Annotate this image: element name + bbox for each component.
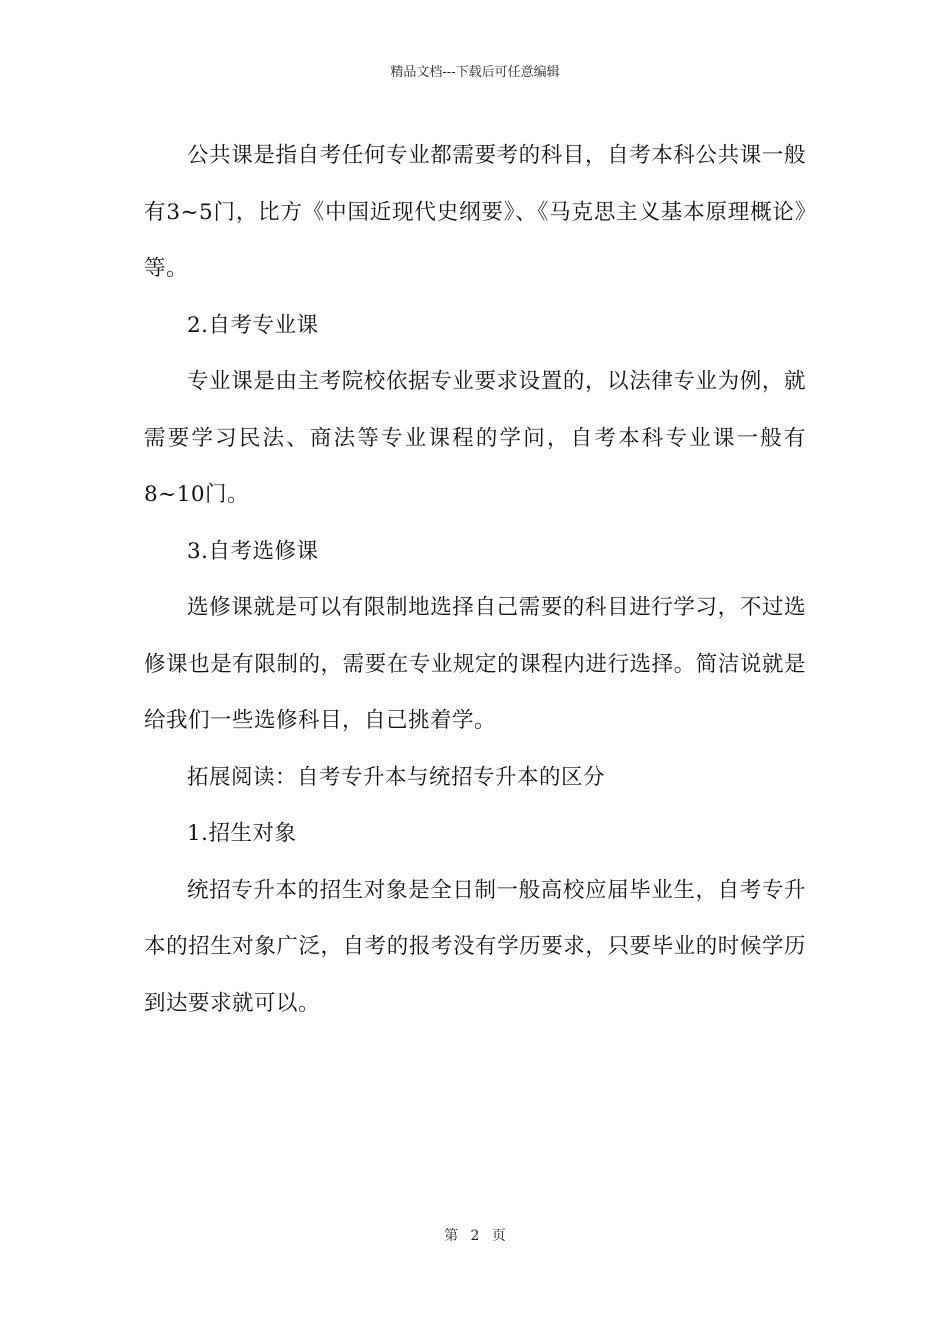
document-body (144, 128, 806, 1032)
heading-major-course: 2.自考专业课 (187, 312, 319, 338)
page-footer (0, 1226, 950, 1246)
heading-elective-course: 3.自考选修课 (187, 538, 319, 564)
footer-prefix: 第 (444, 1228, 459, 1244)
footer-suffix: 页 (491, 1228, 506, 1244)
paragraph-public-course-desc: 公共课是指自考任何专业都需要考的科目，自考本科公共课一般有3~5门，比方《中国近现代史纲要》、《马克思主义基本原理概论》等。 (144, 143, 806, 281)
paragraph-elective-course-desc: 选修课就是可以有限制地选择自己需要的科目进行学习，不过选修课也是有限制的，需要在专业规定的课程内进行选择。简洁说就是给我们一些选修科目，自己挑着学。 (144, 595, 806, 733)
paragraph-major-course-desc: 专业课是由主考院校依据专业要求设置的，以法律专业为例，就需要学习民法、商法等专业课程的学问，自考本科专业课一般有8~10门。 (144, 369, 806, 507)
paragraph-enrollment-target-desc: 统招专升本的招生对象是全日制一般高校应届毕业生，自考专升本的招生对象广泛，自考的报考没有学历要求，只要毕业的时候学历到达要求就可以。 (144, 877, 806, 1016)
heading-enrollment-target: 1.招生对象 (187, 821, 297, 846)
heading-extended-reading: 拓展阅读：自考专升本与统招专升本的区分 (187, 764, 606, 790)
page-number: 2 (470, 1228, 480, 1244)
page-header: 精品文档---下载后可任意编辑 (390, 65, 560, 80)
